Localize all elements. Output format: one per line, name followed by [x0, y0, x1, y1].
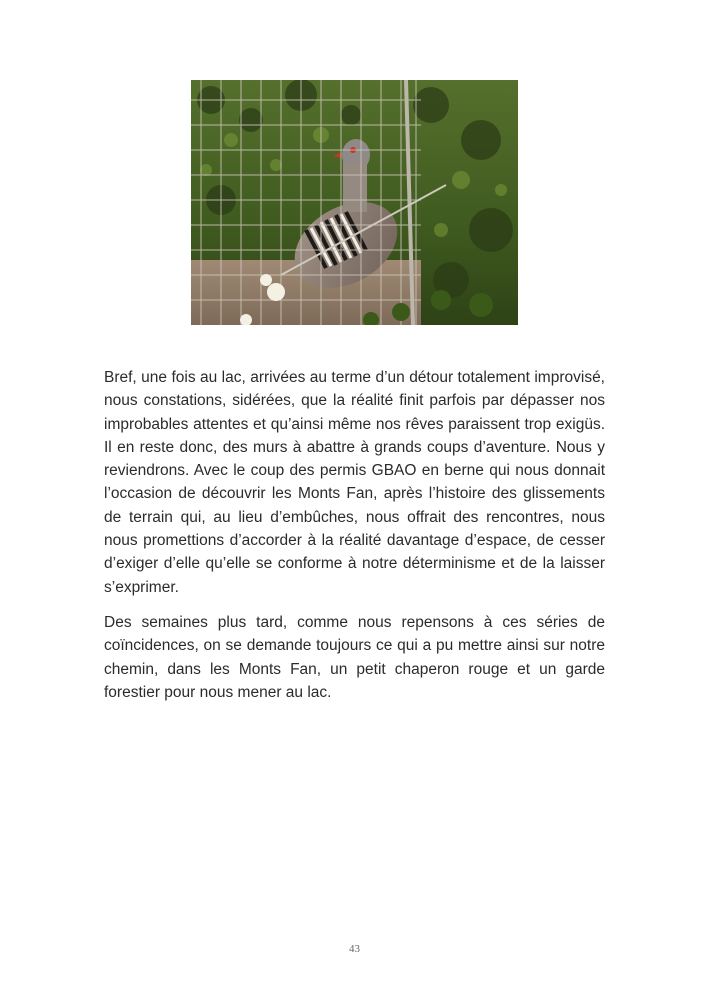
paragraph-2: Des semaines plus tard, comme nous repensons à ces séries de coïncidences, on se demande toujours ce qui a pu mettre ainsi sur notre chemin, dans les Monts Fan, un petit chaperon rouge et un garde forestier pour nous mener au lac.	[104, 613, 605, 701]
body-text	[104, 366, 605, 716]
page-number: 43	[349, 943, 360, 955]
partridge-cage-image	[191, 80, 518, 325]
photo-partridge-cage	[191, 80, 518, 325]
paragraph-1: Bref, une fois au lac, arrivées au terme d’un détour totalement improvisé, nous constations, sidérées, que la réalité finit parfois par dépasser nos improbables attentes et qu’ainsi même nos rêves paraissent trop exigüs. Il en reste donc, des murs à abattre à grands coups d’aventure. Nous y reviendrons. Avec le coup des permis GBAO en berne qui nous donnait l’occasion de découvrir les Monts Fan, après l’histoire des glissements de terrain qui, au lieu d’embûches, nous offrait des rencontres, nous nous promettions d’accorder à la réalité davantage d’espace, de cesser d’exiger d’elle qu’elle se conforme à notre déterminisme et de la laisser s’exprimer.	[104, 369, 605, 596]
